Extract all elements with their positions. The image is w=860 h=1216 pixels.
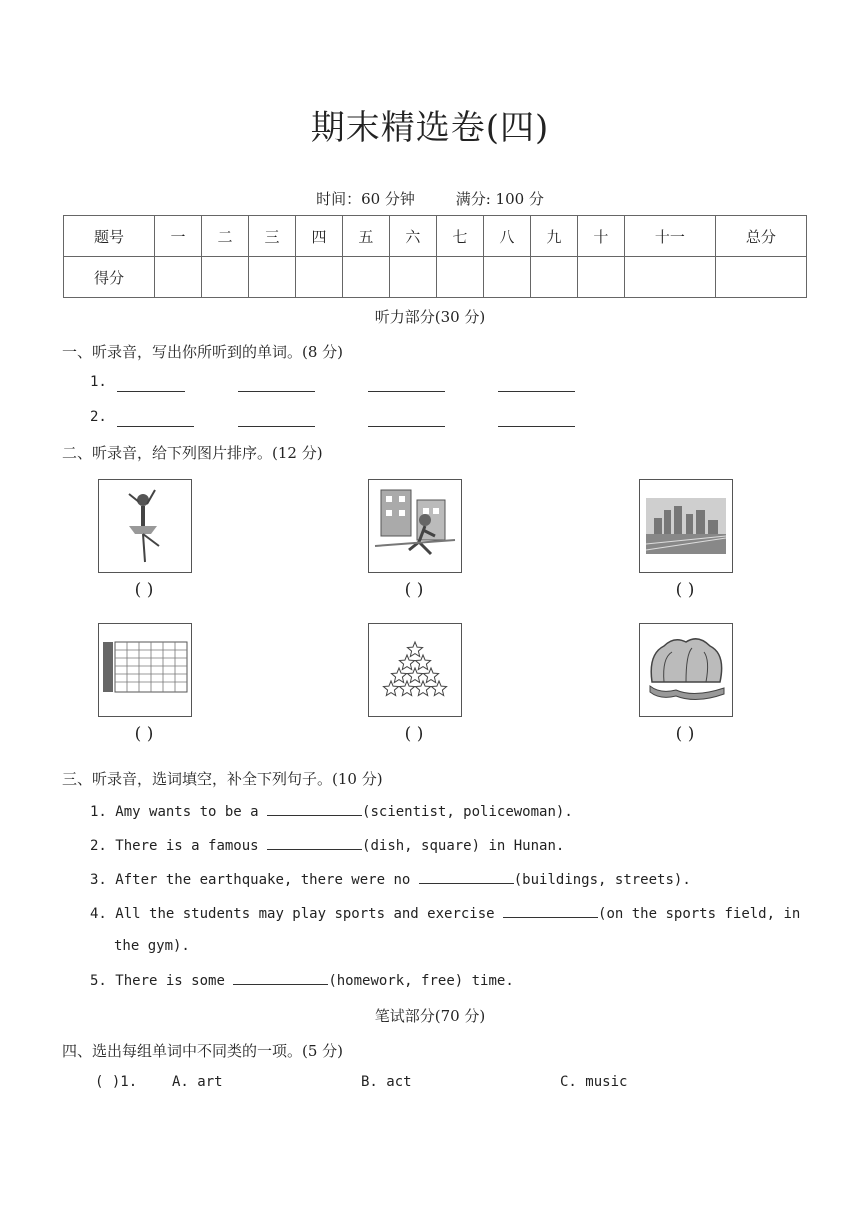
star-icon [399, 681, 414, 696]
q3-text-after: (buildings, streets). [513, 872, 691, 888]
q3-item-2 [90, 837, 564, 854]
q4-item-number: ( )1. [95, 1074, 138, 1090]
q3-item-4-continuation: the gym). [114, 938, 190, 954]
q3-text-after: (dish, square) in Hunan. [362, 838, 565, 854]
timetable-picture [98, 623, 192, 717]
score-input-cell[interactable] [483, 257, 530, 298]
q3-item-3 [90, 871, 691, 888]
q1-row-number: 1. [90, 374, 107, 390]
score-header-cell: 八 [483, 216, 530, 257]
q3-number: 1. [90, 804, 107, 820]
q4-option-b[interactable]: B. act [361, 1074, 412, 1090]
answer-blank[interactable] [117, 414, 194, 427]
score-input-cell[interactable] [295, 257, 342, 298]
score-header-cell: 五 [342, 216, 389, 257]
answer-paren[interactable]: ( ) [134, 580, 154, 600]
q3-text-before: All the students may play sports and exercise [115, 906, 495, 922]
score-input-cell[interactable] [201, 257, 248, 298]
star-icon [399, 655, 414, 670]
star-icon [415, 681, 430, 696]
listening-section-header: 听力部分(30 分) [374, 308, 486, 326]
answer-blank[interactable] [368, 379, 445, 392]
q3-text-after: (homework, free) time. [328, 973, 514, 989]
answer-blank[interactable] [267, 837, 362, 850]
answer-paren[interactable]: ( ) [675, 580, 695, 600]
score-header-cell: 四 [295, 216, 342, 257]
answer-paren[interactable]: ( ) [675, 724, 695, 744]
score-header-label: 题号 [64, 216, 155, 257]
writing-section-header: 笔试部分(70 分) [374, 1007, 486, 1025]
q3-number: 5. [90, 973, 107, 989]
q3-text-before: There is some [115, 973, 225, 989]
q3-number: 3. [90, 872, 107, 888]
q3-text-before: After the earthquake, there were no [115, 872, 411, 888]
score-input-cell[interactable] [389, 257, 436, 298]
full-score: 满分: 100 分 [455, 190, 544, 208]
answer-blank[interactable] [498, 414, 575, 427]
answer-blank[interactable] [238, 414, 315, 427]
q1-row-1 [90, 374, 107, 390]
q3-heading: 三、听录音，选词填空，补全下列句子。(10 分) [62, 770, 383, 788]
score-table-header-row [64, 216, 807, 257]
answer-blank[interactable] [233, 972, 328, 985]
q3-item-4 [90, 905, 800, 922]
q1-heading: 一、听录音，写出你所听到的单词。(8 分) [62, 343, 344, 361]
score-input-cell[interactable] [342, 257, 389, 298]
score-input-cell[interactable] [715, 257, 806, 298]
score-header-cell: 一 [155, 216, 202, 257]
star-icon [431, 681, 446, 696]
q2-heading: 二、听录音，给下列图片排序。(12 分) [62, 444, 323, 462]
boy-running-buildings-picture [368, 479, 462, 573]
score-input-cell[interactable] [436, 257, 483, 298]
score-row-label: 得分 [64, 257, 155, 298]
score-table [63, 215, 807, 298]
star-pyramid-picture [368, 623, 462, 717]
score-header-cell: 九 [530, 216, 577, 257]
q4-option-c[interactable]: C. music [560, 1074, 628, 1090]
cave-picture [639, 623, 733, 717]
answer-blank[interactable] [498, 379, 575, 392]
score-table-score-row [64, 257, 807, 298]
score-header-cell: 十一 [624, 216, 715, 257]
score-input-cell[interactable] [530, 257, 577, 298]
q3-number: 2. [90, 838, 107, 854]
star-icon [415, 655, 430, 670]
score-input-cell[interactable] [248, 257, 295, 298]
score-header-cell: 六 [389, 216, 436, 257]
q3-number: 4. [90, 906, 107, 922]
q1-row-2 [90, 409, 107, 425]
q1-row-number: 2. [90, 409, 107, 425]
ballet-dancer-picture [98, 479, 192, 573]
score-header-cell: 十 [577, 216, 624, 257]
score-header-cell: 三 [248, 216, 295, 257]
q3-item-5 [90, 972, 514, 989]
star-icon [423, 668, 438, 683]
score-header-cell: 二 [201, 216, 248, 257]
score-input-cell[interactable] [155, 257, 202, 298]
page-title: 期末精选卷(四) [310, 108, 550, 148]
answer-blank[interactable] [238, 379, 315, 392]
answer-blank[interactable] [503, 905, 598, 918]
q4-heading: 四、选出每组单词中不同类的一项。(5 分) [62, 1042, 344, 1060]
q3-item-1 [90, 803, 573, 820]
city-square-picture [639, 479, 733, 573]
exam-info [0, 188, 860, 209]
answer-blank[interactable] [267, 803, 362, 816]
answer-blank[interactable] [419, 871, 514, 884]
time-limit: 时间：60 分钟 [316, 190, 415, 208]
q4-option-a[interactable]: A. art [172, 1074, 223, 1090]
q3-text-after: (on the sports field, in [598, 906, 801, 922]
star-icon [407, 642, 422, 657]
q3-text-after: (scientist, policewoman). [362, 804, 573, 820]
answer-paren[interactable]: ( ) [404, 580, 424, 600]
score-input-cell[interactable] [577, 257, 624, 298]
answer-blank[interactable] [117, 379, 185, 392]
score-input-cell[interactable] [624, 257, 715, 298]
score-header-cell: 七 [436, 216, 483, 257]
star-icon [407, 668, 422, 683]
q3-text-before: Amy wants to be a [115, 804, 259, 820]
answer-paren[interactable]: ( ) [134, 724, 154, 744]
star-icon [391, 668, 406, 683]
star-icon [383, 681, 398, 696]
answer-paren[interactable]: ( ) [404, 724, 424, 744]
answer-blank[interactable] [368, 414, 445, 427]
score-header-cell: 总分 [715, 216, 806, 257]
q3-text-before: There is a famous [115, 838, 259, 854]
